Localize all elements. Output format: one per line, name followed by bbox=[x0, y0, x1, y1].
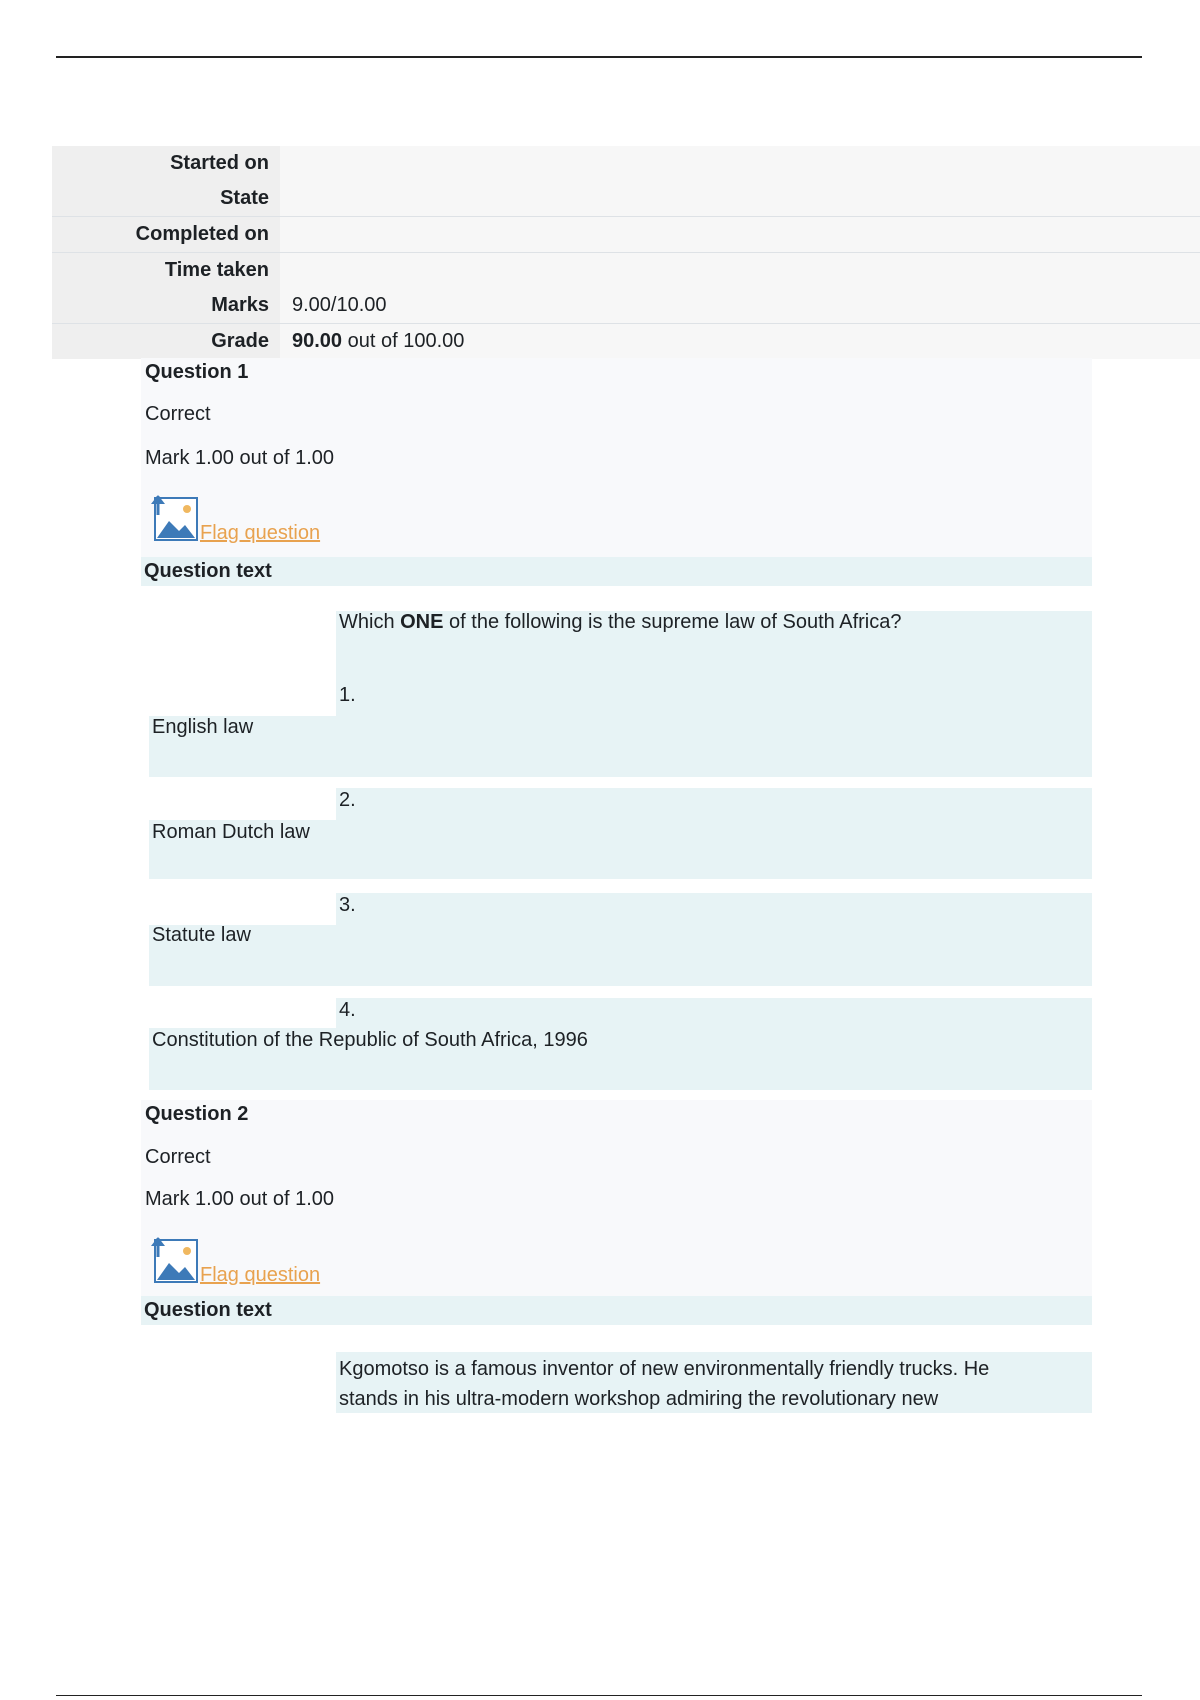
answer-1-label[interactable]: English law bbox=[152, 716, 254, 738]
question-1-text-panel bbox=[336, 611, 1092, 777]
answer-gap bbox=[149, 788, 336, 820]
summary-label: State bbox=[52, 181, 280, 216]
question-text-emphasis: ONE bbox=[400, 611, 444, 633]
summary-label: Started on bbox=[52, 146, 280, 181]
summary-row-grade bbox=[52, 323, 1200, 359]
summary-label: Grade bbox=[52, 324, 280, 359]
summary-value bbox=[280, 181, 1200, 216]
question-state: Correct bbox=[145, 1146, 211, 1168]
summary-value: 9.00/10.00 bbox=[280, 288, 1200, 323]
summary-value bbox=[280, 253, 1200, 288]
question-1-text bbox=[339, 611, 902, 634]
question-number: Question 1 bbox=[145, 361, 249, 383]
summary-value bbox=[280, 324, 1200, 359]
question-number: Question 2 bbox=[145, 1103, 249, 1125]
flag-question-link[interactable]: Flag question bbox=[200, 522, 321, 544]
grade-out-of: out of 100.00 bbox=[342, 330, 465, 352]
question-text-line: Kgomotso is a famous inventor of new environmentally friendly trucks. He bbox=[339, 1358, 990, 1380]
question-1-info bbox=[141, 358, 1092, 558]
answer-3-label[interactable]: Statute law bbox=[152, 924, 251, 946]
summary-row-marks bbox=[52, 288, 1200, 323]
question-2-info bbox=[141, 1100, 1092, 1297]
answer-2-number: 2. bbox=[339, 789, 356, 811]
summary-row-completed bbox=[52, 216, 1200, 252]
question-text-heading: Question text bbox=[141, 1296, 1092, 1325]
answer-4-number: 4. bbox=[339, 999, 356, 1021]
question-grade: Mark 1.00 out of 1.00 bbox=[145, 1188, 335, 1210]
summary-row-time-taken bbox=[52, 252, 1200, 288]
summary-row-state bbox=[52, 181, 1200, 216]
answer-1-number: 1. bbox=[339, 684, 356, 706]
summary-value bbox=[280, 217, 1200, 252]
question-2-text bbox=[339, 1354, 989, 1414]
top-rule bbox=[56, 56, 1142, 58]
attempt-summary-table bbox=[52, 146, 1200, 359]
question-state: Correct bbox=[145, 403, 211, 425]
flag-icon[interactable] bbox=[149, 495, 201, 543]
answer-2-label[interactable]: Roman Dutch law bbox=[152, 821, 310, 843]
question-text-heading: Question text bbox=[141, 557, 1092, 586]
answer-4-label[interactable]: Constitution of the Republic of South Africa, 1996 bbox=[152, 1029, 588, 1051]
summary-label: Completed on bbox=[52, 217, 280, 252]
question-grade: Mark 1.00 out of 1.00 bbox=[145, 447, 335, 469]
summary-value bbox=[280, 146, 1200, 181]
answer-3-number: 3. bbox=[339, 894, 356, 916]
flag-icon[interactable] bbox=[149, 1237, 201, 1285]
question-text-part: of the following is the supreme law of South Africa? bbox=[443, 611, 902, 633]
answer-gap bbox=[149, 893, 336, 925]
question-text-line: stands in his ultra-modern workshop admiring the revolutionary new bbox=[339, 1388, 939, 1410]
summary-label: Marks bbox=[52, 288, 280, 323]
bottom-rule bbox=[56, 1695, 1142, 1696]
summary-label: Time taken bbox=[52, 253, 280, 288]
answer-gap bbox=[149, 998, 336, 1028]
flag-question-link[interactable]: Flag question bbox=[200, 1264, 321, 1286]
summary-row-started bbox=[52, 146, 1200, 181]
grade-value: 90.00 bbox=[292, 330, 343, 352]
question-text-part: Which bbox=[339, 611, 401, 633]
